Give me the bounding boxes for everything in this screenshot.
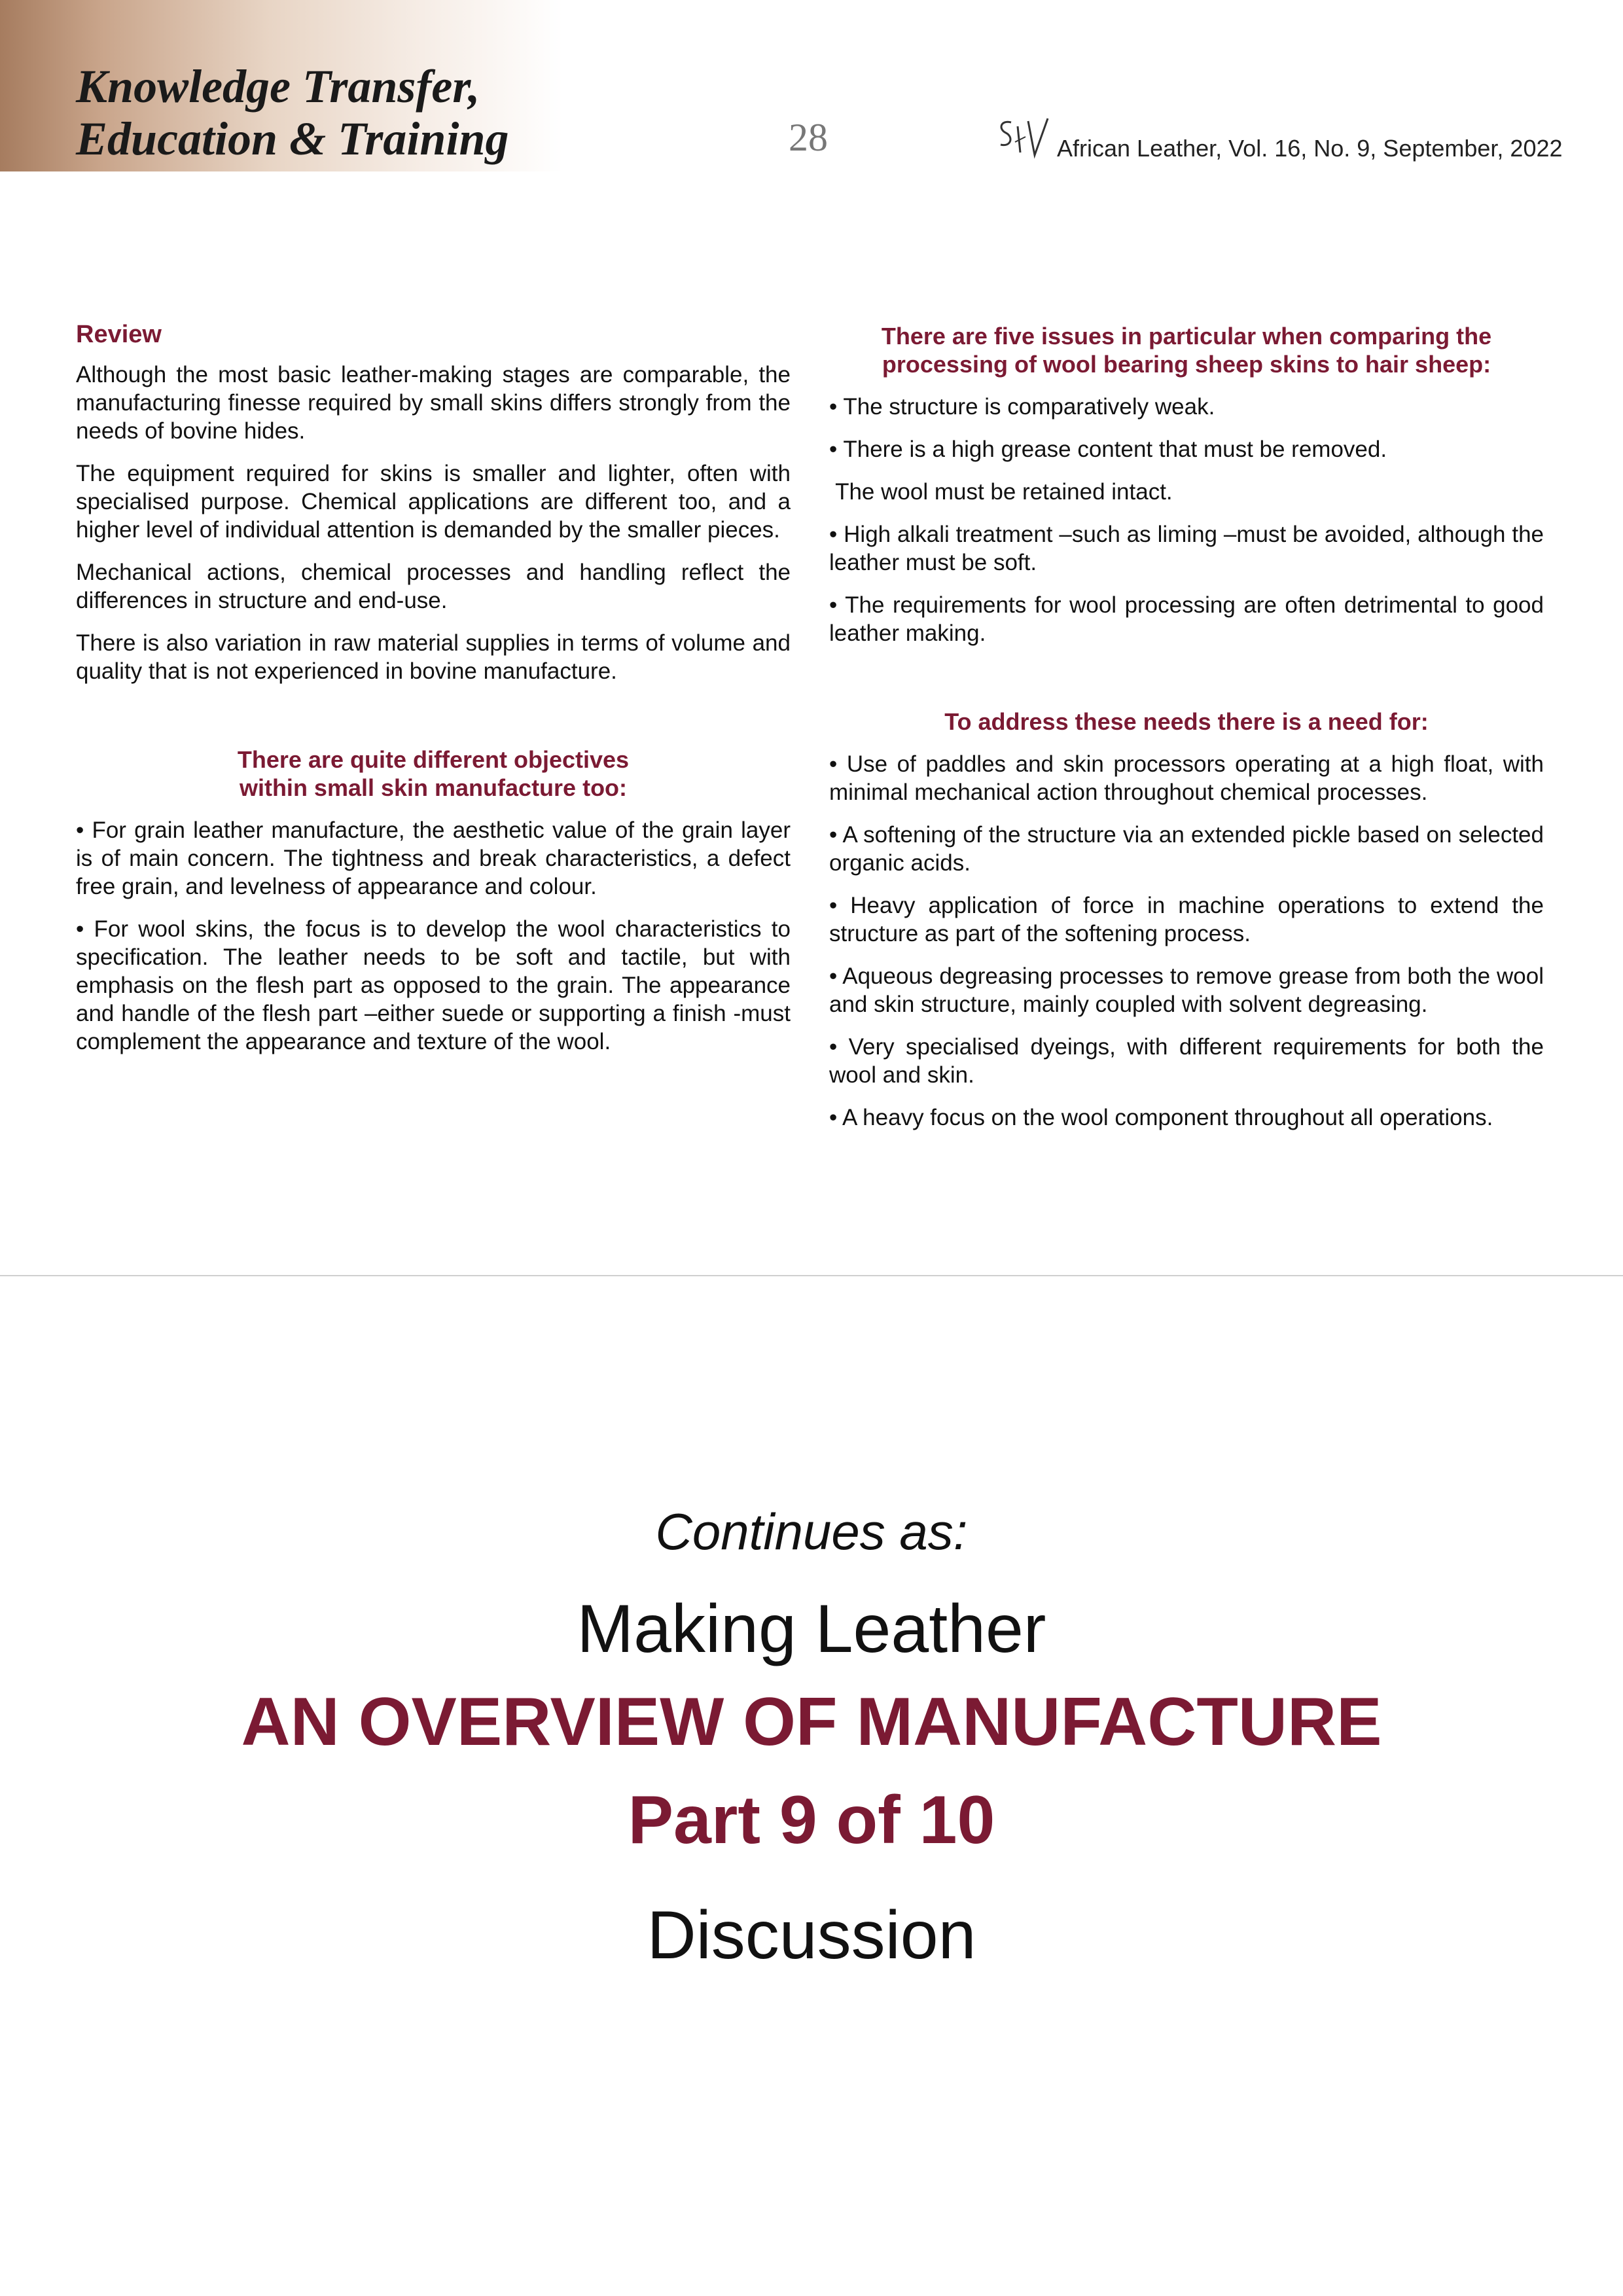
issue-item: The wool must be retained intact. [829,479,1173,505]
objectives-heading-line1: There are quite different objectives [237,746,630,773]
review-heading: Review [76,321,162,348]
issues-heading [829,322,1544,378]
series-subtitle: AN OVERVIEW OF MANUFACTURE [241,1684,1382,1760]
review-paragraph: Although the most basic leather-making stages are comparable, the manufacturing finesse required by small skins differs strongly from the needs of bovine hides. [76,362,791,444]
section-title-line2: Education & Training [76,113,509,165]
issue-item: • The structure is comparatively weak. [829,394,1215,420]
left-column [76,321,791,1070]
review-paragraph: The equipment required for skins is smaller and lighter, often with specialised purpose. Chemical applications are different too, and a higher level of individual attention is demanded by the smaller pieces. [76,461,791,543]
issue-item: • High alkali treatment –such as liming –must be avoided, although the leather must be soft. [829,522,1544,575]
issues-heading-line2: processing of wool bearing sheep skins to hair sheep: [882,351,1491,378]
need-item: • Use of paddles and skin processors operating at a high float, with minimal mechanical action throughout chemical processes. [829,751,1544,805]
series-title: Making Leather [577,1591,1046,1667]
review-paragraph: Mechanical actions, chemical processes and handling reflect the differences in structure and end-use. [76,560,791,613]
series-topic: Discussion [647,1897,976,1973]
objectives-heading [76,745,791,802]
objectives-heading-line2: within small skin manufacture too: [239,774,628,801]
page-number: 28 [789,116,828,159]
issue-item: • There is a high grease content that must be removed. [829,437,1387,462]
objective-item: • For grain leather manufacture, the aesthetic value of the grain layer is of main concern. The tightness and break characteristics, a defect free grain, and levelness of appearance and colour. [76,817,791,899]
issues-heading-line1: There are five issues in particular when comparing the [881,323,1492,350]
needs-heading: To address these needs there is a need for: [944,708,1429,735]
review-paragraph: There is also variation in raw material supplies in terms of volume and quality that is not experienced in bovine manufacture. [76,630,791,684]
journal-info [991,108,1563,167]
need-item: • Very specialised dyeings, with different requirements for both the wool and skin. [829,1034,1544,1088]
need-item: • A softening of the structure via an extended pickle based on selected organic acids. [829,822,1544,876]
section-divider [0,1275,1623,1276]
journal-citation: African Leather, Vol. 16, No. 9, September, 2022 [1057,135,1563,162]
continues-as-label: Continues as: [655,1503,968,1560]
section-title-line1: Knowledge Transfer, [76,60,480,113]
series-part: Part 9 of 10 [628,1782,995,1858]
section-title [76,60,573,165]
issue-item: • The requirements for wool processing are often detrimental to good leather making. [829,592,1544,646]
need-item: • A heavy focus on the wool component throughout all operations. [829,1105,1493,1130]
objective-item: • For wool skins, the focus is to develop the wool characteristics to specification. The leather needs to be soft and tactile, but with emphasis on the flesh part as opposed to the grain. The appearance and handle of the flesh part –either suede or supporting a finish -must complement the appearance and texture of the wool. [76,916,791,1054]
slv-monogram-logo-icon [991,113,1052,167]
right-column [829,322,1544,1146]
need-item: • Aqueous degreasing processes to remove grease from both the wool and skin structure, mainly coupled with solvent degreasing. [829,963,1544,1017]
need-item: • Heavy application of force in machine operations to extend the structure as part of the softening process. [829,893,1544,946]
